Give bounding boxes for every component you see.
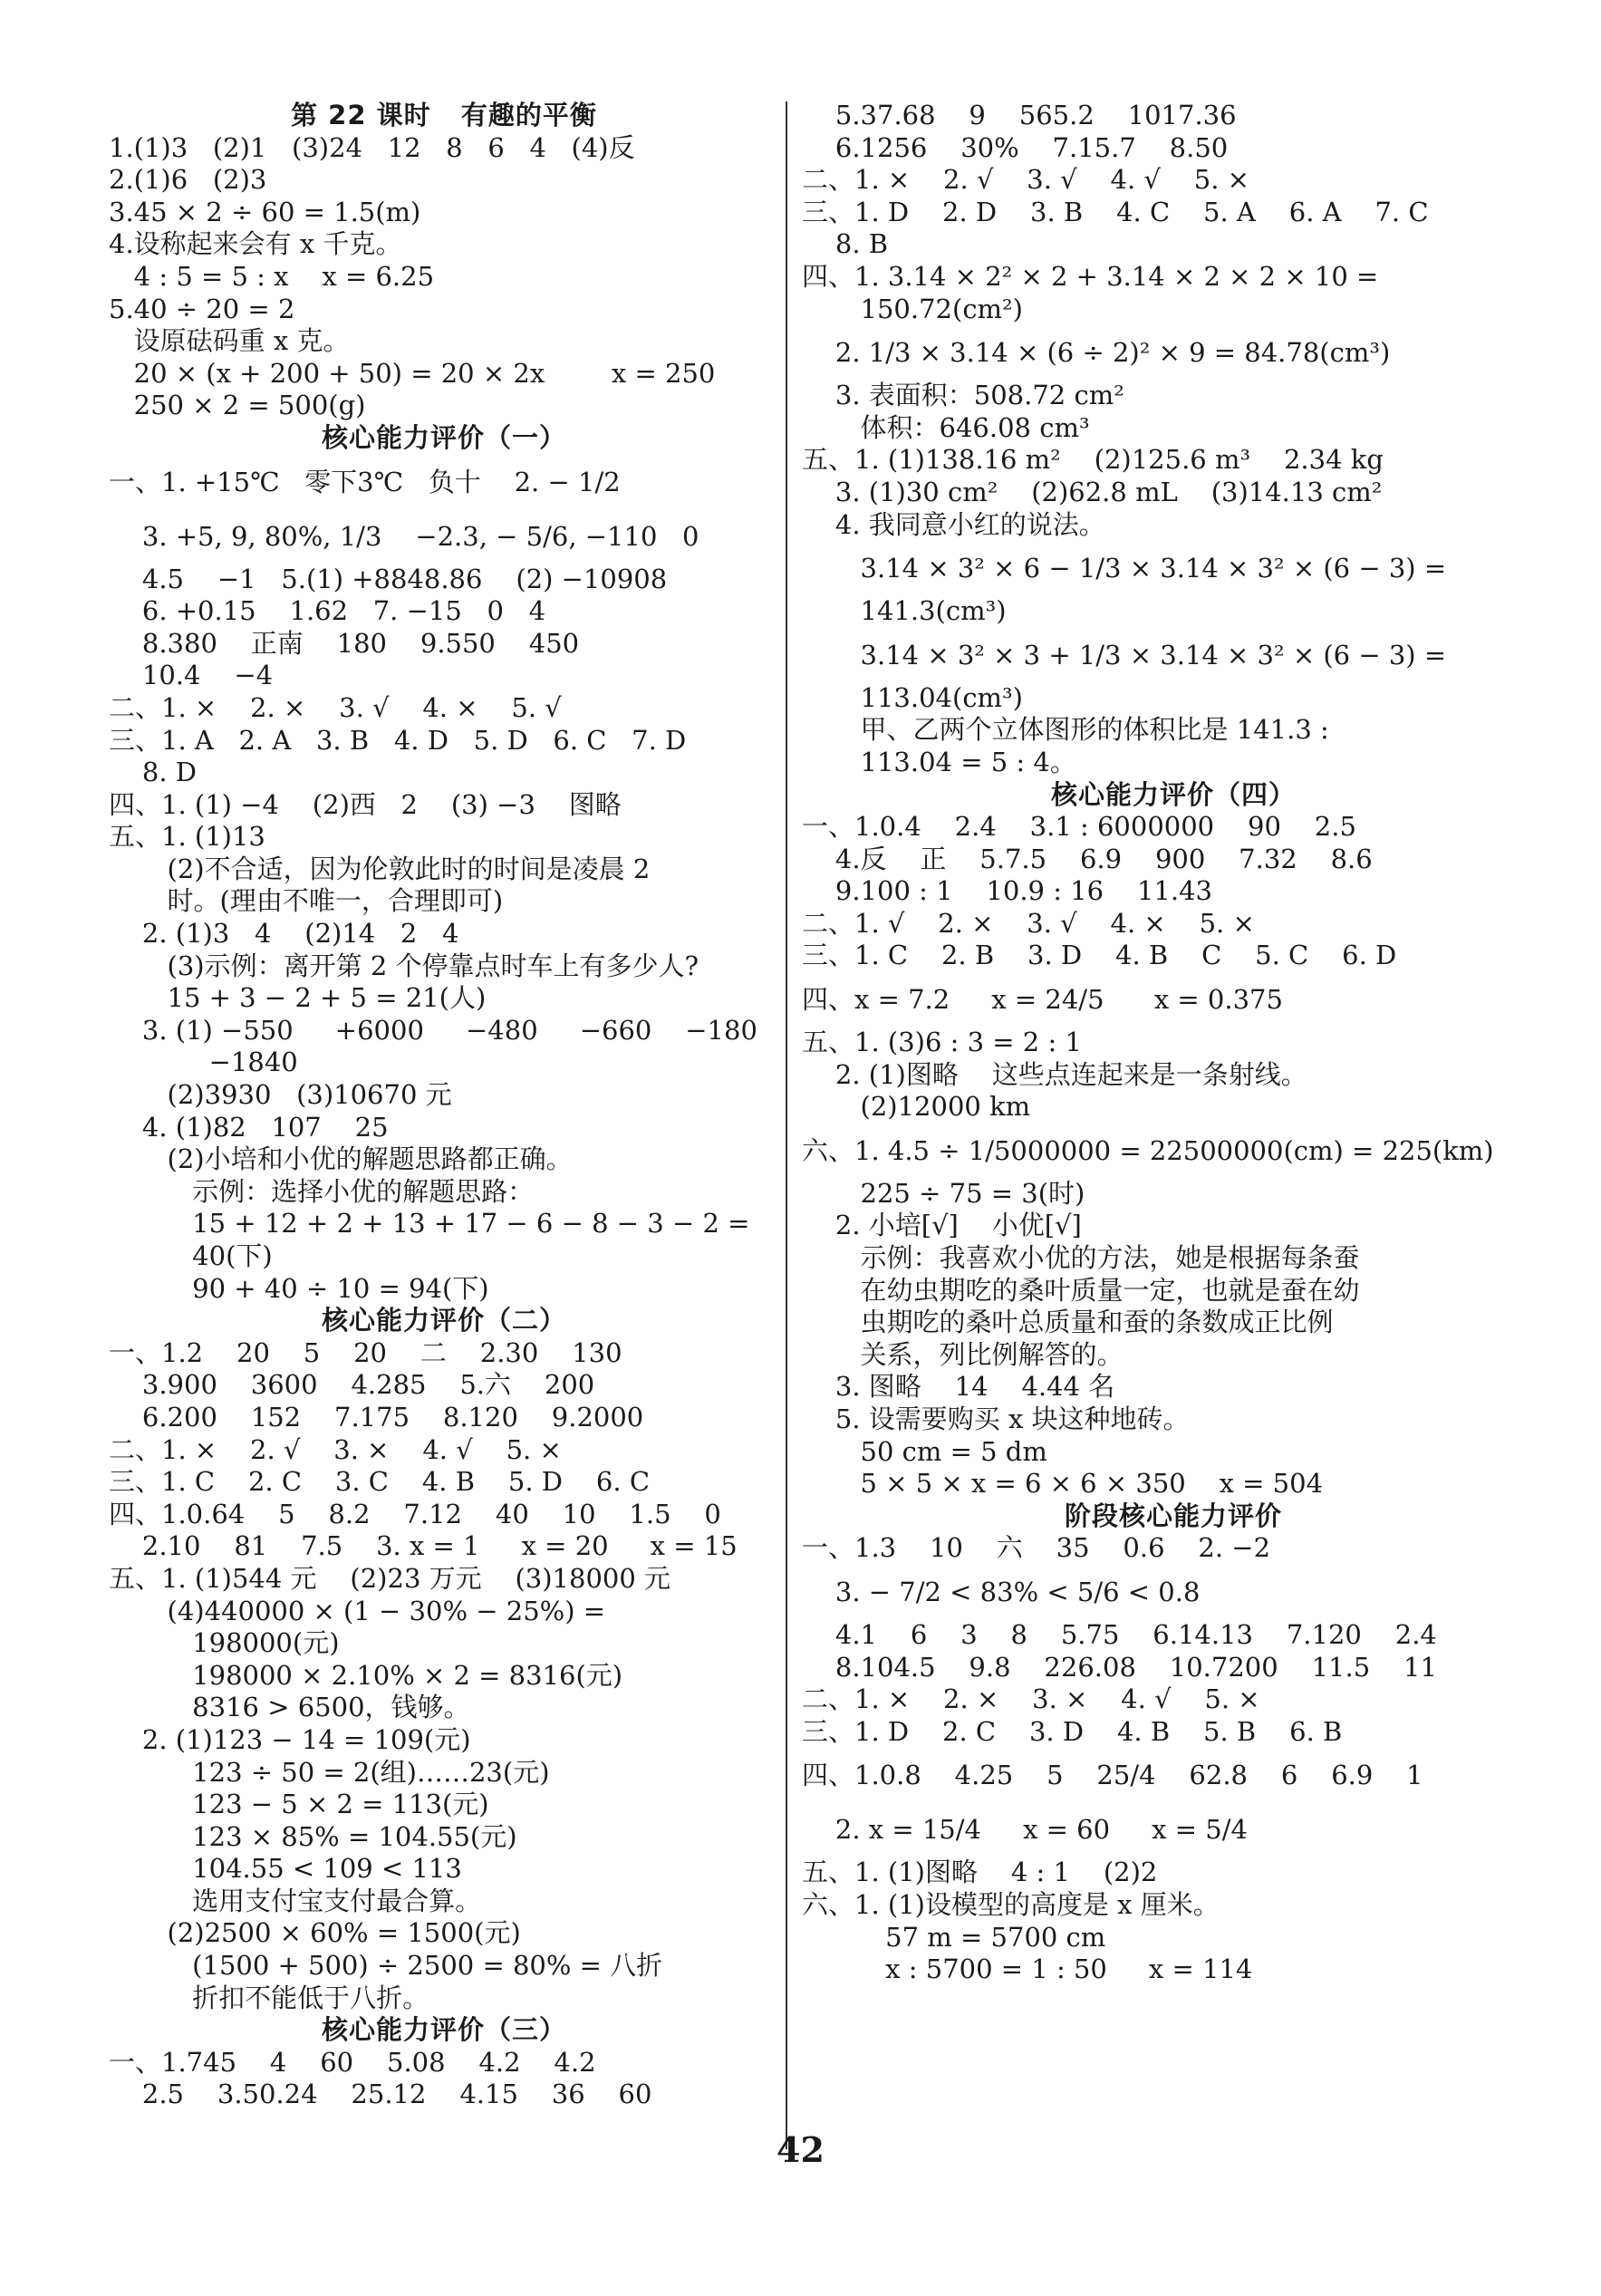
answer-line: 225 ÷ 75 = 3(时) — [802, 1177, 1085, 1209]
answer-line: 2. (1)3 4 (2)14 2 4 — [109, 918, 459, 950]
answer-line: 2. (1)图略 这些点连起来是一条射线。 — [802, 1058, 1307, 1090]
answer-line: 4.设称起来会有 x 千克。 — [109, 228, 402, 260]
answer-line: 3.900 3600 4.285 5.六 200 — [109, 1369, 595, 1401]
answer-line: 9.100 : 1 10.9 : 16 11.43 — [802, 875, 1212, 907]
answer-line: 三、1. D 2. C 3. D 4. B 5. B 6. B — [802, 1715, 1343, 1747]
answer-line: 8. D — [109, 757, 198, 788]
answer-line: 6.1256 30% 7.15.7 8.50 — [802, 131, 1229, 163]
answer-line: 6. +0.15 1.62 7. −15 0 4 — [109, 595, 546, 627]
answer-line: 3. (1) −550 +6000 −480 −660 −180 — [109, 1014, 757, 1046]
answer-line: 1.(1)3 (2)1 (3)24 12 8 6 4 (4)反 — [109, 131, 635, 163]
answer-line: 5. 设需要购买 x 块这种地砖。 — [802, 1404, 1190, 1434]
section-heading: 阶段核心能力评价 — [1064, 1500, 1282, 1531]
answer-line: 一、1.745 4 60 5.08 4.2 4.2 — [109, 2046, 596, 2078]
answer-line: 甲、乙两个立体图形的体积比是 141.3 : — [802, 714, 1329, 746]
answer-line: (2)3930 (3)10670 元 — [109, 1079, 452, 1111]
answer-line: 示例：我喜欢小优的方法，她是根据每条蚕 — [802, 1242, 1360, 1274]
answer-line: 选用支付宝支付最合算。 — [109, 1885, 482, 1916]
answer-line: 在幼虫期吃的桑叶质量一定，也就是蚕在幼 — [802, 1274, 1360, 1306]
answer-line: 8.104.5 9.8 226.08 10.7200 11.5 11 — [802, 1651, 1437, 1683]
answer-line: 123 − 5 × 2 = 113(元) — [109, 1789, 489, 1820]
answer-line: 体积：646.08 cm³ — [802, 411, 1090, 443]
section-heading: 核心能力评价（四） — [1050, 778, 1296, 810]
section-heading: 核心能力评价（二） — [321, 1305, 566, 1336]
answer-line: x : 5700 = 1 : 50 x = 114 — [802, 1954, 1253, 1985]
answer-line: 三、1. A 2. A 3. B 4. D 5. D 6. C 7. D — [109, 724, 687, 756]
answer-line: 113.04(cm³) — [802, 681, 1023, 713]
answer-line: 一、1.0.4 2.4 3.1 : 6000000 90 2.5 — [802, 811, 1356, 843]
answer-line: 六、1. 4.5 ÷ 1/5000000 = 22500000(cm) = 225(km) — [802, 1134, 1494, 1166]
answer-line: 三、1. D 2. D 3. B 4. C 5. A 6. A 7. C — [802, 196, 1429, 227]
answer-line: 四、1.0.8 4.25 5 25/4 62.8 6 6.9 1 — [802, 1760, 1423, 1791]
answer-line: 4.1 6 3 8 5.75 6.14.13 7.120 2.4 — [802, 1618, 1437, 1650]
answer-line: 113.04 = 5 : 4。 — [802, 746, 1076, 777]
answer-line: 虫期吃的桑叶总质量和蚕的条数成正比例 — [802, 1307, 1334, 1338]
answer-line: 123 × 85% = 104.55(元) — [109, 1820, 517, 1852]
answer-line: (3)示例：离开第 2 个停靠点时车上有多少人? — [109, 950, 699, 981]
answer-line: 二、1. × 2. √ 3. × 4. √ 5. × — [109, 1433, 562, 1465]
answer-line: (2)不合适，因为伦敦此时的时间是凌晨 2 — [109, 853, 651, 884]
answer-line: 5 × 5 × x = 6 × 6 × 350 x = 504 — [802, 1468, 1324, 1500]
answer-line: 3. +5, 9, 80%, 1/3 −2.3, − 5/6, −110 0 — [109, 520, 699, 552]
answer-line: 五、1. (1)138.16 m² (2)125.6 m³ 2.34 kg — [802, 444, 1384, 476]
answer-line: 三、1. C 2. C 3. C 4. B 5. D 6. C — [109, 1466, 651, 1498]
answer-line: −1840 — [109, 1047, 298, 1078]
answer-line: 2. 小培[√] 小优[√] — [802, 1210, 1082, 1241]
answer-line: 4.5 −1 5.(1) +8848.86 (2) −10908 — [109, 563, 668, 594]
answer-line: 2. (1)123 − 14 = 109(元) — [109, 1723, 471, 1755]
answer-line: 二、1. × 2. × 3. × 4. √ 5. × — [802, 1683, 1260, 1715]
answer-line: 8.380 正南 180 9.550 450 — [109, 627, 580, 659]
answer-line: 90 + 40 ÷ 10 = 94(下) — [109, 1272, 489, 1304]
answer-line: 8. B — [802, 228, 889, 260]
answer-line: 250 × 2 = 500(g) — [109, 390, 366, 421]
answer-line: 10.4 −4 — [109, 660, 274, 691]
answer-line: 一、1. +15℃ 零下3℃ 负十 2. − 1/2 — [109, 466, 621, 497]
answer-line: 一、1.3 10 六 35 0.6 2. −2 — [802, 1532, 1271, 1564]
section-heading: 核心能力评价（一） — [321, 421, 566, 453]
answer-line: (2)2500 × 60% = 1500(元) — [109, 1917, 521, 1949]
answer-line: 2.(1)6 (2)3 — [109, 164, 267, 196]
answer-line: 二、1. × 2. × 3. √ 4. × 5. √ — [109, 691, 562, 723]
answer-line: 123 ÷ 50 = 2(组)……23(元) — [109, 1756, 550, 1788]
answer-line: 15 + 3 − 2 + 5 = 21(人) — [109, 982, 487, 1014]
answer-line: 8316 > 6500，钱够。 — [109, 1692, 470, 1723]
answer-line: 2. 1/3 × 3.14 × (6 ÷ 2)² × 9 = 84.78(cm³) — [802, 337, 1391, 369]
answer-line: 示例：选择小优的解题思路： — [109, 1175, 535, 1207]
answer-line: 141.3(cm³) — [802, 595, 1007, 627]
answer-line: 104.55 < 109 < 113 — [109, 1853, 462, 1885]
answer-line: 四、1. (1) −4 (2)西 2 (3) −3 图略 — [109, 788, 622, 820]
answer-line: 3. 表面积：508.72 cm² — [802, 380, 1124, 411]
answer-line: 20 × (x + 200 + 50) = 20 × 2x x = 250 — [109, 357, 716, 389]
answer-line: 时。(理由不唯一，合理即可) — [109, 885, 504, 917]
answer-line: 198000 × 2.10% × 2 = 8316(元) — [109, 1659, 623, 1691]
right-column — [802, 100, 1545, 1986]
answer-line: 40(下) — [109, 1240, 273, 1271]
answer-line: 五、1. (1)13 — [109, 821, 265, 853]
answer-line: 3.14 × 3² × 6 − 1/3 × 3.14 × 3² × (6 − 3) = — [802, 553, 1447, 584]
answer-line: 4 : 5 = 5 : x x = 6.25 — [109, 260, 435, 292]
answer-line: (1500 + 500) ÷ 2500 = 80% = 八折 — [109, 1950, 663, 1982]
answer-line: 5.37.68 9 565.2 1017.36 — [802, 100, 1237, 130]
answer-line: 六、1. (1)设模型的高度是 x 厘米。 — [802, 1888, 1220, 1920]
answer-line: 3.14 × 3² × 3 + 1/3 × 3.14 × 3² × (6 − 3) = — [802, 639, 1447, 670]
answer-line: 198000(元) — [109, 1627, 340, 1659]
answer-line: (2)12000 km — [802, 1091, 1031, 1123]
answer-line: 2.5 3.50.24 25.12 4.15 36 60 — [109, 2079, 652, 2110]
answer-line: 4. (1)82 107 25 — [109, 1111, 389, 1143]
answer-line: 3. 图略 14 4.44 名 — [802, 1371, 1115, 1403]
answer-line: 一、1.2 20 5 20 二 2.30 130 — [109, 1336, 622, 1368]
answer-line: 150.72(cm²) — [802, 293, 1023, 324]
answer-line: 50 cm = 5 dm — [802, 1435, 1047, 1467]
answer-line: (2)小培和小优的解题思路都正确。 — [109, 1143, 573, 1175]
answer-line: 4. 我同意小红的说法。 — [802, 508, 1105, 540]
answer-line: 6.200 152 7.175 8.120 9.2000 — [109, 1401, 644, 1433]
answer-line: 15 + 12 + 2 + 13 + 17 − 6 − 8 − 3 − 2 = — [109, 1208, 750, 1240]
answer-line: 二、1. × 2. √ 3. √ 4. √ 5. × — [802, 164, 1249, 196]
answer-line: 五、1. (3)6 : 3 = 2 : 1 — [802, 1027, 1082, 1058]
section-heading: 第 22 课时 有趣的平衡 — [291, 100, 597, 130]
answer-line: 3.45 × 2 ÷ 60 = 1.5(m) — [109, 196, 421, 227]
answer-line: 四、1.0.64 5 8.2 7.12 40 10 1.5 0 — [109, 1498, 721, 1529]
answer-line: 四、1. 3.14 × 2² × 2 + 3.14 × 2 × 2 × 10 = — [802, 260, 1379, 292]
section-heading: 核心能力评价（三） — [321, 2014, 566, 2046]
answer-line: 三、1. C 2. B 3. D 4. B C 5. C 6. D — [802, 940, 1397, 971]
answer-line: 2. x = 15/4 x = 60 x = 5/4 — [802, 1814, 1248, 1846]
column-divider — [786, 101, 787, 2149]
answer-line: 关系，列比例解答的。 — [802, 1338, 1124, 1370]
answer-line: 3. − 7/2 < 83% < 5/6 < 0.8 — [802, 1576, 1201, 1607]
left-column — [109, 100, 779, 2111]
page-number: 42 — [776, 2129, 825, 2170]
answer-line: 4.反 正 5.7.5 6.9 900 7.32 8.6 — [802, 843, 1373, 874]
answer-line: 设原砝码重 x 克。 — [109, 325, 350, 357]
answer-line: 五、1. (1)544 元 (2)23 万元 (3)18000 元 — [109, 1562, 671, 1594]
answer-line: (4)440000 × (1 − 30% − 25%) = — [109, 1595, 606, 1626]
answer-line: 四、x = 7.2 x = 24/5 x = 0.375 — [802, 984, 1283, 1016]
answer-line: 二、1. √ 2. × 3. √ 4. × 5. × — [802, 907, 1255, 939]
answer-line: 3. (1)30 cm² (2)62.8 mL (3)14.13 cm² — [802, 476, 1383, 507]
answer-line: 5.40 ÷ 20 = 2 — [109, 293, 295, 324]
answer-line: 57 m = 5700 cm — [802, 1921, 1106, 1953]
answer-line: 折扣不能低于八折。 — [109, 1982, 429, 2013]
answer-line: 五、1. (1)图略 4 : 1 (2)2 — [802, 1857, 1158, 1888]
answer-line: 2.10 81 7.5 3. x = 1 x = 20 x = 15 — [109, 1530, 738, 1562]
